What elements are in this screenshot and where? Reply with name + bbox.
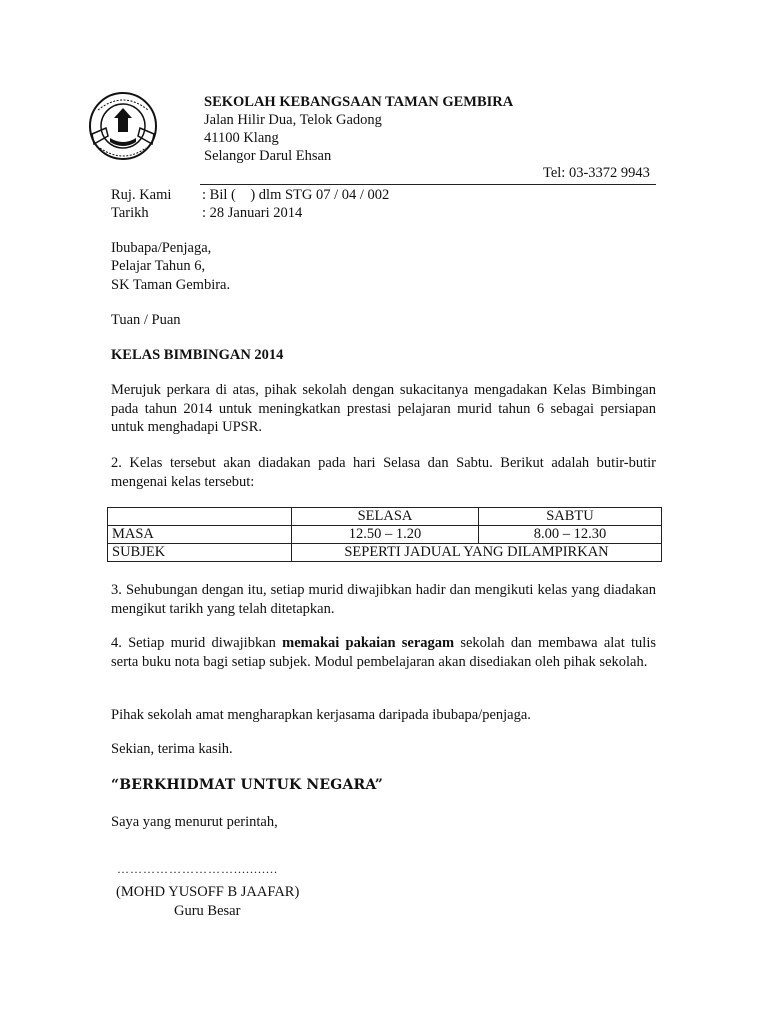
signature-dotted-line: ………………………........... xyxy=(117,862,278,876)
salutation: Tuan / Puan xyxy=(111,312,181,328)
motto: “BERKHIDMAT UNTUK NEGARA” xyxy=(111,777,384,793)
address-line-3: Selangor Darul Ehsan xyxy=(204,148,332,164)
schedule-table xyxy=(107,507,662,562)
paragraph-4-end: sekolah dan membawa alat tulis serta buku nota bagi setiap subjek. Modul pembelajaran akan disediakan oleh pihak sekolah. xyxy=(111,635,656,670)
paragraph-5: Pihak sekolah amat mengharapkan kerjasama daripada ibubapa/penjaga. xyxy=(111,707,531,723)
table-header-cell: SELASA xyxy=(292,508,479,526)
school-name: SEKOLAH KEBANGSAAN TAMAN GEMBIRA xyxy=(204,94,514,110)
table-cell: MASA xyxy=(108,526,292,544)
paragraph-3: 3. Sehubungan dengan itu, setiap murid diwajibkan hadir dan mengikuti kelas yang diadakan mengikut tarikh yang telah ditetapkan. xyxy=(111,582,656,617)
table-cell: 12.50 – 1.20 xyxy=(292,526,479,544)
paragraph-1: Merujuk perkara di atas, pihak sekolah dengan sukacitanya mengadakan Kelas Bimbingan pada tahun 2014 untuk meningkatkan prestasi pelajaran murid tahun 6 sebagai persiapan untuk menghadapi UPSR. xyxy=(111,382,656,435)
table-row xyxy=(108,544,662,562)
ruj-value: : Bil ( ) dlm STG 07 / 04 / 002 xyxy=(202,187,390,203)
signatory-name: (MOHD YUSOFF B JAAFAR) xyxy=(116,884,300,900)
paragraph-4-start: 4. Setiap murid diwajibkan xyxy=(111,635,283,651)
recipient-line-3: SK Taman Gembira. xyxy=(111,277,231,293)
signatory-title: Guru Besar xyxy=(174,903,241,919)
table-header-cell: SABTU xyxy=(479,508,662,526)
table-header-row xyxy=(108,508,662,526)
table-cell: SUBJEK xyxy=(108,544,292,562)
paragraph-4 xyxy=(111,634,656,671)
paragraph-2: 2. Kelas tersebut akan diadakan pada hari Selasa dan Sabtu. Berikut adalah butir-butir mengenai kelas tersebut: xyxy=(111,455,656,490)
table-header-cell xyxy=(108,508,292,526)
recipient-line-2: Pelajar Tahun 6, xyxy=(111,258,206,274)
table-cell: 8.00 – 12.30 xyxy=(479,526,662,544)
ruj-label: Ruj. Kami xyxy=(111,187,172,203)
table-cell: SEPERTI JADUAL YANG DILAMPIRKAN xyxy=(292,544,662,562)
table-row xyxy=(108,526,662,544)
letterhead-divider xyxy=(200,184,656,185)
address-line-2: 41100 Klang xyxy=(204,130,279,146)
address-line-1: Jalan Hilir Dua, Telok Gadong xyxy=(204,112,382,128)
telephone: Tel: 03-3372 9943 xyxy=(543,165,650,181)
school-crest-icon xyxy=(86,88,160,168)
paragraph-4-emphasis: memakai pakaian seragam xyxy=(282,635,455,651)
closing-line: Saya yang menurut perintah, xyxy=(111,814,278,830)
recipient-line-1: Ibubapa/Penjaga, xyxy=(111,240,212,256)
tarikh-label: Tarikh xyxy=(111,205,149,221)
letter-subject: KELAS BIMBINGAN 2014 xyxy=(111,347,284,363)
paragraph-6: Sekian, terima kasih. xyxy=(111,741,233,757)
tarikh-value: : 28 Januari 2014 xyxy=(202,205,303,221)
